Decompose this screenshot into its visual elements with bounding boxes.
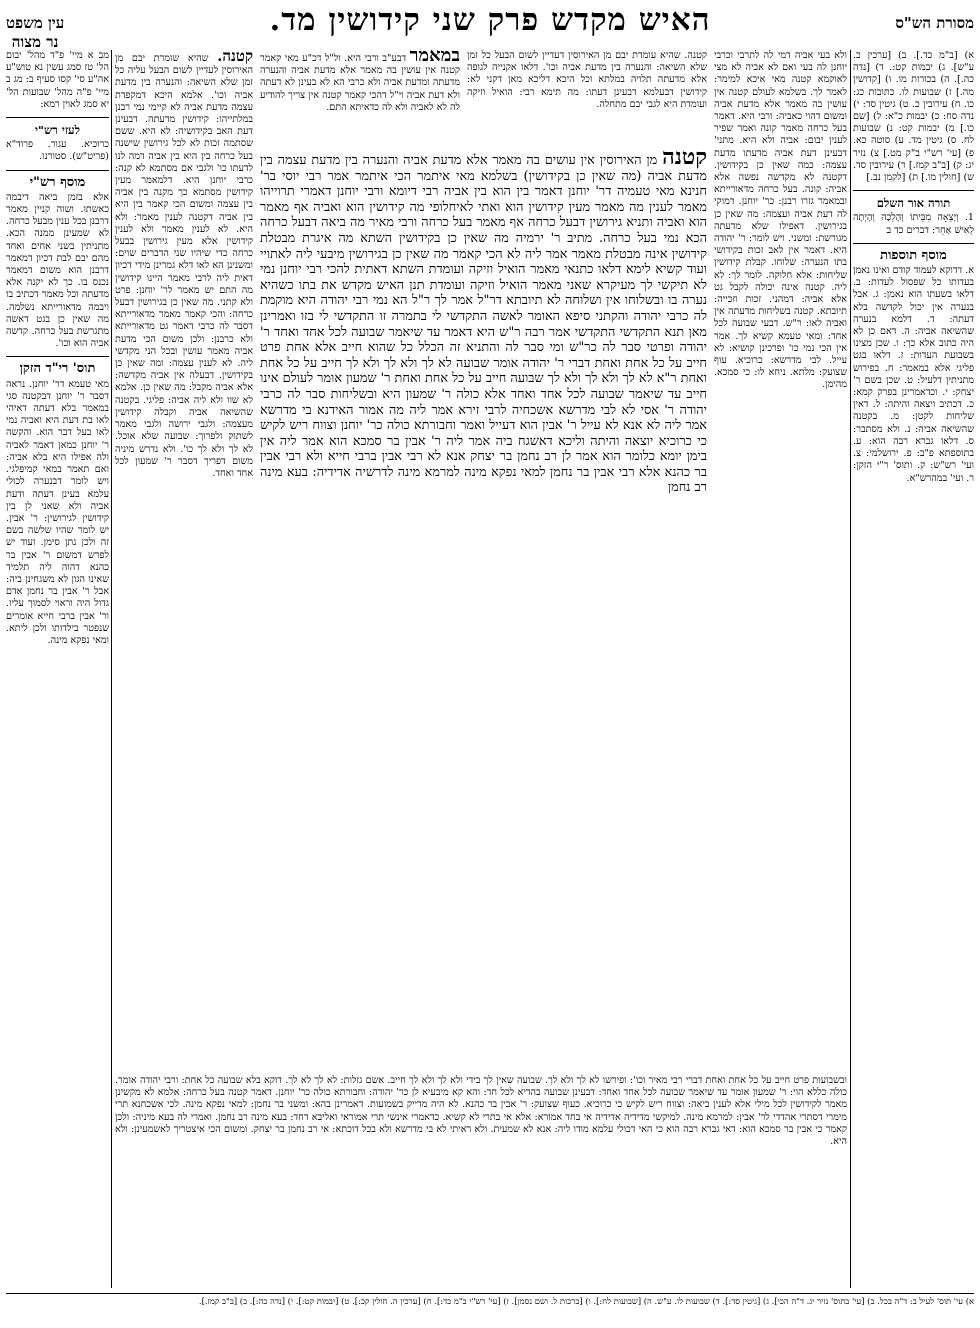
tosafot-column-opening-word: קטנה. (217, 50, 253, 65)
gemara-opening-word: קטנה (662, 150, 707, 170)
tosafot-column (115, 50, 253, 1070)
tosafot-top-opening-word: במאמר (409, 50, 460, 66)
divider (853, 243, 974, 244)
tosafot-rid-text: מאי טעמא דר' יוחנן. נראה דסבר ר' יוחנן דבקטנה סגי במאמר בלא דעתה דאיהי לאו בת דעת היא ואביה נמי לאו בעל דבר הוא. והקשה ר' יוחנן כמאן דאמר לאביה ולה אפילו היא בלא אביה: ואם תאמר במאי קמיפלגי. ויש לומר דבנערה לכולי עלמא בעינן דעתה ודעת אביה ולא שאני לן בין קידושין לגירושין: ר' אבין. יש לומר שהיו שלשה בשם זה ולכן נתן סימן. ועוד יש לפרש דמשום ר' אבין בר כהנא דהוה ליה תלמיד שאינו הגון לא משגחינן ביה: אבל ר' אבין בר נחמן אדם גדול היה וראוי לסמוך עליו. ור' אבין ברבי חייא אומרים שנפטר בילדותו ולכן ליתא. ומאי נפקא מינה. (6, 378, 109, 646)
page-header (0, 0, 980, 51)
divider (6, 117, 109, 118)
ein-mishpat-references: מב א מיי' פ"ד מהל' יבום הל' טז סמג עשין נא טוש"ע אה"ע סי' קסו סעיף ב: מג ב מיי' פ"ה מהל' שבועות הל' יא סמג לאוין רמא: (6, 50, 109, 110)
gemara-text-block (260, 150, 707, 1050)
masoret-hashas-margin (853, 50, 974, 1288)
header-title: האיש מקדש פרק שני קידושין מד. (269, 2, 711, 38)
column-divider (111, 50, 112, 1288)
tosafot-top-text: דבע"ב ורבי היא. ול"ל דכ"ע מאי קאמר קטנה אין עושין בה מאמר אלא מדעת אביה והנערה מדעתה ומדעת אביה ולא כרבי הא לא בעינן לא דעתה ולא דעת אביה וי"ל דהכי קאמר קטנה אין צריך להודיע לה לא לאביה ולא לה כדאיתא התם. (260, 53, 460, 113)
tosafot-column-text: שהיא שומרת יבם מן האירוסין לעדיין לשום הבעל עליה כל זמן שלא השיאה: והנערה בין מדעת אביה וכו'. אלמא היכא דמקפדת עצמה מדעת אביה לא קיימי נמי רבנן במלתייהו: קידושין מדעתה. דבעינן דעת האב בקידושיה: לא היא. ששם שסתמה זכות לא לכל גירושין שישנה בעל כרחה בין היא בין אביה דמה לנו לדעתו כו' ולגבי אם מסתמא לא קנה: כרבי יוחנן היא. דלמאמר מעין קידושין מסתמא כך מקנה בין אביה בין עצמה ומשום הכי קאמר בין היא בין אביה דקטנה לענין מאמר: ולא היא. לא לענין מאמר ולא לענין קידושין אלא מעין גירושין בבעל כרחה כדי שיהיו שני הדברים שוים: ומשנינן הא לאו דלא גמרינן מידי דכיון דאית ליה לרבי מאמר היינו קידושין מה התם יש מאמר לר' יוחנן: פרט ולא קתני. מה שאין כן בגירושין דבעל כרחה: והכי קאמר מאמר מדאורייתא דסבר לה כרבי דאמר גט מדאורייתא ולא כרבנן: ולכן משום הכי מדעת אביה מאמר עושין ובכל הני מקדשי ליה. לא לענין עצמה: ומה שאין כן בקידושין. דבעלה אין אביה מקדשה: אלא אביה מקבל: מה שאין כן. אלמא לא שוו ולא ליה אביה: פליגי. בקטנה שהשיאה אביה וקבלה קידושין מעצמה: ולגבי ירושה ולגבי מאמר לשתוק ולפרוך: שבועה שלא אוכל. לא לך ולא לך כו'. ולא נדרש מיניה משום דפריך דסבר ר' שמעון לכל אחד ואחד. (115, 53, 253, 479)
column-divider (850, 50, 851, 1288)
tosafot-rid-heading: תוס' רי"ד הזקן (19, 361, 96, 377)
bottom-commentary-text: ובשבועות פרט חייב על כל אחת ואחת דברי רבי מאיר וכו': ופירשו לא לך ולא לך. שבועה שאין לך בידי ולא לך ולא לך חייב. אשם גזלות: לא לך לא לך. דוקא בלא שבועה כל אחת: ורבי יהודה אומר. כולה כללא הוי: ר' שמעון אומר עד שיאמר שבועה לכל אחד ואחד: דבעינן שבועה בהדיא לכל חד: והא קא מיבעיא לן כר' יהודה: וחבורתא כולה כר' יוחנן. דאמר קטנה בעל כרחה: אלמא לא מקשינן מאמר לקידושין לכל מילי אלא לענין ביאה: וצווח ריש לקיש כי כרוכיא. כעוף שצועק: ר' אבין בר כהנא. לא היה מדייק בשמועות. דאמרינן בהא: ומשני בר נחמן: למאי נפקא מינה. לכי אשכחנא תרי מימרי דסתרי אהדדי לר' אבין: למרמא מינה. למיקשי מדידיה אדידיה אי בחד אמורא: אלא אי בתרי לא קשיא. כדאמרי אינשי תרי אמוראי ואליבא דחד: בעא מינה רב נחמן. ואמרי לה בעא מיניה: ולכן קאמר כי אבין בר סמכא הוא: דאי גברא רבה הוא כי האי דכולי עלמא מודו ליה: אנא לא שמעית. ולא ראיתי לא בי מדרשא ולא בכל דוכתא: אי רב נחמן בר יצחק. ומשום הכי איצטריך לאשמעינן: ולא היא. (115, 1075, 847, 1148)
laazei-rashi-text: כרוכיא. עגור. פרוד"א (פריט"ש). סטורנו. (6, 139, 109, 163)
divider (853, 190, 974, 191)
bottom-commentary (115, 1075, 847, 1290)
footnotes-text: א) עי' תוס' לעיל ב: ד"ה בכל. ב) [עי' בתוס' נזיר יג. ד"ה הכי]. ג) [גיטין סד:]. ד) שבועות לו. ע"ש. ה) [שבועות לח:]. ו) [ברכות ל. ושם נסמן]. ז) [עי' רש"י ב"מ כד:]. ח) [ערכין ה. חולין קכ:]. ט) [יבמות קט:]. י) [נדה כה:]. כ) [ב"ב קמז.]. (198, 1296, 974, 1306)
divider (6, 170, 109, 171)
torah-or-hashalem-heading: תורה אור השלם (876, 196, 951, 211)
laazei-rashi-heading: לעזי רש"י (35, 123, 80, 138)
tosafot-top-block (260, 50, 460, 150)
header-ein-mishpat: עין משפט נר מצוה (6, 14, 65, 51)
torah-or-hashalem-text: 1. וְיָצְאָה מִבֵּיתוֹ וְהָלְכָה וְהָיְתָה לְאִישׁ אַחֵר: דברים כד ב (853, 212, 974, 236)
masoret-hashas-references: א) [ב"מ כד.]. ב) [ערכין כ. ע"ש]. ג) יבמות קט:. ד) [נדה כה.]. ה) בכורות מו. ו) [קדושין מה.] ז) שבועות לו. כתובות כג: כו. ח) עירובין כ. ט) גיטין סד: י) נדה סח: כ) יבמות כ"א: ל) [שם כו.] מ) יבמות קט: נ) שבועות לח. ס) גיטין מד. ע) סוטה כא. פ) [עי' רש"י ב"ק מט.] צ) נזיר יג: ק) [ב"ב קמז.] ר) עירובין סד. ש) [חולין מו.] ת) [לקמן נב.] (853, 50, 974, 184)
rashi-column-text: ולא בעי אביה דמי לה לתרבי וכרבי יוחנן לה בעי ואם לא אביה לא מצי לאוקמא קטנה מאי איכא למימר: לאמר לך. בשלמא לעולם קטנה אין עושין בה מאמר אלא מדעת אביה ומשום דהוי כאביה: ורבי היא. דאמר בעל כרחה מאמר קונה ואמר שפיר לענין יבום: אביה ולא היא. מתני' דבעינן דעת אביה מדעתו מדעת עצמה: כמה שאין כן בקידושין. דקטנה לא מקדשה נפשה אלא אביה: קונה. בעל כרחה מדאורייתא ובמאמר גזרו רבנן: כר' יוחנן. דמוקי לה דעת אביה ועצמה: מה שאין כן בגירושין. דאפילו שלא מדעתה מגורשת: ומשני. ויש לומר: ר' יהודה היא. דאמר אין לאב זכות בקידושי בתו הנערה: שלוחו. קבלת קידושין שליחות: אלא חלוקה. לומר לך: לא ליה. קטנה אינה יכולה לקבל גט אלא אביה: דמהני. זכות וזכייה: תיובתא. קטנה בשליחות מדעתה אין ואביה לאו: ר"ש. דבעי שבועה לכל אחד: ומאי טעמא קשיא לך. אמר אין הכי נמי כו' ופרכינן קושיא: לא עייל. לבי מדרשא: כרוכיא. עוף שצועק: מלתא. ניחא לו: כי סמכא. מהימן. (714, 50, 847, 391)
gemara-text: מן האירוסין אין עושים בה מאמר אלא מדעת אביה והנערה בין מדעת עצמה בין מדעת אביה (מה שאין כן בקידושין) בשלמא מאי איתמר הכי איתמר אמר רבי יוסי בר' חנינא מאי טעמיה דר' יוחנן דאמר בין הוא בין אביה רבי דיומא ורבי יוחנן דאמרי תרוייהו מאמר לענין מה מאמר מעין קידושין הוא ואתי לאיחלופי מה קידושין הוא ואביה אף מאמר הוא ואביה ותניא גירושין דבעל כרחה אף מאמר בעל כרחה ורבי מאיר מה ביאה דבעל כרחה הכא נמי בעל כרחה. מתיב ר' ירמיה מה שאין כן בקידושין השתא מה איגרת מבטלת קידושין אינה מבטלת מאמר אמר ליה לא הכי קאמר מה שאין כן בגירושין מיבעי ליה לאתויי ועוד קשיא לימא דלאו כתנאי מאמר הואיל וזיקה ועומדת השתא דאתית להכי רבי יוחנן נמי לא תיקשי לך מעיקרא שאני מאמר הואיל וזיקה ועומדת תנן האיש מקדש את בתו כשהיא נערה בו ובשלוחו אין ושלוחה לא תיובתא דר"ל אמר לך ר"ל הא נמי רבי יהודה היא מוקמת לה כרבי יהודה והקתני סיפא האומר לאשה התקדשי לי בתמרה זו התקדשי לי בזו ואמרינן מאן תנא התקדשי התקדשי אמר רבה ר"ש היא דאמר עד שיאמר שבועה לכל אחד ואחד ר' יהודה ופרטי סבר לה כר"ש ומי סבר לה והתניא זה הכלל כל שהוא חייב אלא אחת פרט חייב על כל אחת ואחת דברי ר' יהודה אומר שבועה לא לך ולא לך ולא לך חייב על כל אחת ואחת ר"א לא לך ולא לך ולא לך שבועה חייב על כל אחת ואחת ר' שמעון אומר לעולם אינו חייב עד שיאמר שבועה לכל אחד ואחד אלא כולה ר' שמעון היא ובשליחות סבר לה כרבי יהודה ר' אסי לא לבי מדרשא אשכחיה לרבי זירא אמר ליה מה אמור האידנא בי מדרשא אמר ליה לא אנא לא עייל ר' אבין הוא דעייל ואמר וחבורתא כולה כר' יוחנן וצווח ריש לקיש כי כרוכיא יוצאה והיתה וליכא דאשגח ביה אמר ליה ר' אבין בר סמכא הוא אמר ליה אין בימן יומא כלומר הוא אמר לן רב נחמן בר יצחק אנא לא רבי אבין ברבי חייא ולא רבי אבין בר כהנא אלא רבי אבין בר נחמן למאי נפקא מינה למרמא מינה לדרשיה אדידיה: בעא מינה רב נחמן (260, 153, 707, 496)
divider (6, 356, 109, 357)
rashi-column (714, 50, 847, 1070)
musaf-rashi-heading: מוסף רש"י (29, 174, 86, 190)
rashi-top-block (467, 50, 707, 150)
musaf-tosafot-heading: מוסף תוספות (880, 247, 947, 263)
footnotes (6, 1293, 974, 1326)
musaf-rashi-text: אלא בזמן ביאה דיבמה כאשתו. ושוה קניין מאמר דרבנן בכל ענין מבעל כרחה. לא שמעינן ממנה הכא. מתניתין בשני אחים ואחד מהם יבם לבת דכיון דמאמר דרבנן הוא משום דמאמר נכנס בו. כך לא יקנה אלא מדעתה וכל מאמר דכתיב בו ויבמה מדאורייתא נשלמה. מה שאין כן בגט דאשה מתגרשת בעל כרחה. קדשה אביה הוא וכו'. (6, 191, 109, 350)
rashi-top-text: קטנה. שהיא עומדת יבם מן האירוסין דעדיין לשום הבעל כל זמן שלא השיאה: והנערה בין מדעת אביה וכו'. דלאו אקנייה לגופה אלא מדעתה תלויה במלתא וכל היכא דליכא מאן דקני לא: קידושין דבעלמא דבעינן דעתו: מה תימא רבי: הואיל וזיקה ועומדת היא לגבי יבם מתחלה. (467, 50, 707, 110)
header-masoret-hashas: מסורת הש"ס (895, 14, 974, 32)
ein-mishpat-margin (6, 50, 109, 1288)
musaf-tosafot-text: א. דדוקא לעמוד קודם ואינו נאמן בעדותו כל שפסול לעדות: ב. דלאו בשעתו הוא נאמן: ג. אבל בנערה אין יכול לקדשה בלא דעתה: ד. דלמא בנערה שהשיאה אביה: ה. דאם כן לא היה כתוב אלא כך: ו. שכן מצינו בשבועת העדות: ז. דלאו בגט פליגי אלא במאמר: ח. בפירוש מתניתין דלעיל: ט. שכן בשם ר' יצחק: י. וכדאמרינן בפרק קמא: כ. דכתיב ויצאה והיתה: ל. דאין שליחות לקטן: מ. בקטנה שהשיאה אביה: נ. ולא מסתבר: ס. דלאו גברא רבה הוא: ע. בתוספתא פ"ב: פ. ירושלמי: צ. ועי' רש"ש: ק. ותוס' ר"י הזקן: ר. ועי' במהרש"א. (853, 265, 974, 484)
